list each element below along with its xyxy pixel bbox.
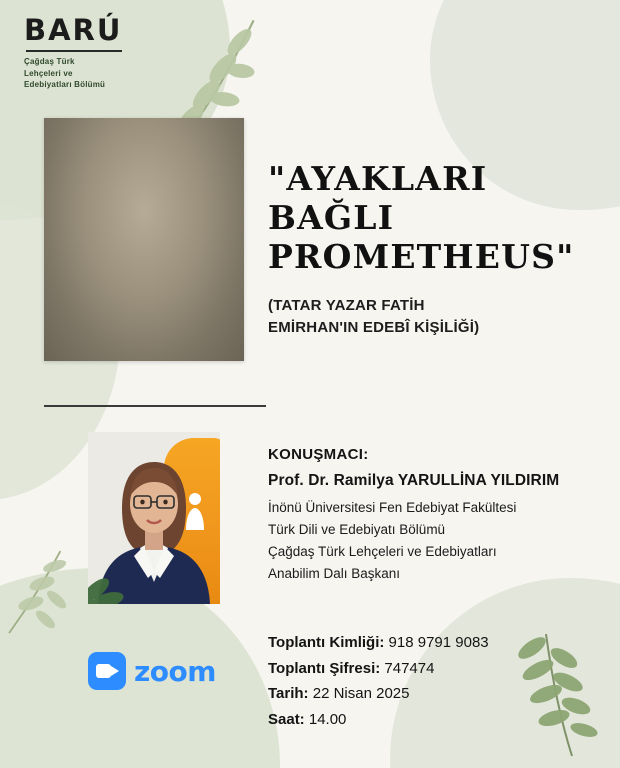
poster-title: [268, 160, 598, 277]
affiliation-line-3: Çağdaş Türk Lehçeleri ve Edebiyatları: [268, 543, 497, 559]
date-label: Tarih:: [268, 685, 309, 702]
title-line-2: BAĞLI: [268, 197, 395, 237]
time-value: 14.00: [308, 710, 347, 728]
meeting-id-label: Toplantı Kimliği:: [268, 634, 385, 651]
plant-decoration-icon: [88, 534, 148, 604]
zoom-logo: [88, 652, 216, 690]
presenter-photo: [88, 432, 220, 604]
logo-wordmark: BARÚ: [24, 13, 123, 47]
title-block: [268, 160, 598, 338]
affiliation-line-4: Anabilim Dalı Başkanı: [268, 565, 401, 581]
date-value: 22 Nisan 2025: [312, 685, 410, 702]
zoom-wordmark: zoom: [134, 654, 216, 688]
speaker-info: [268, 446, 598, 584]
title-line-1: "AYAKLARI: [268, 159, 488, 198]
speaker-affiliation: [268, 497, 598, 584]
meeting-id-row: [268, 630, 598, 656]
logo-sub-line-2: Lehçeleri ve: [24, 68, 73, 78]
logo-sub-line-1: Çağdaş Türk: [24, 57, 75, 66]
passcode-row: [268, 656, 598, 682]
speaker-name: Prof. Dr. Ramilya YARULLİNA YILDIRIM: [268, 472, 560, 489]
meeting-id-value: 918 9791 9083: [388, 634, 489, 651]
poster-subtitle: [268, 295, 598, 339]
logo-divider: [26, 50, 122, 52]
section-divider: [44, 405, 266, 407]
subtitle-line-2: EMİRHAN'IN EDEBÎ KİŞİLİĞİ): [268, 318, 480, 336]
time-row: [268, 707, 598, 733]
date-row: [268, 681, 598, 707]
time-label: Saat:: [268, 710, 305, 728]
affiliation-line-2: Türk Dili ve Edebiyatı Bölümü: [268, 521, 446, 537]
subtitle-line-1: (TATAR YAZAR FATİH: [268, 296, 425, 314]
logo-department-text: [24, 56, 154, 91]
brand-logo: [24, 13, 224, 91]
portrait-background: [44, 118, 244, 361]
passcode-label: Toplantı Şifresi:: [268, 659, 381, 677]
title-line-3: PROMETHEUS": [268, 236, 575, 276]
author-portrait-photo: [44, 118, 244, 361]
video-camera-icon: [88, 652, 126, 690]
meeting-details: [268, 630, 598, 732]
logo-sub-line-3: Edebiyatları Bölümü: [24, 80, 106, 90]
passcode-value: 747474: [384, 659, 435, 677]
speaker-label: KONUŞMACI:: [268, 446, 369, 463]
affiliation-line-1: İnönü Üniversitesi Fen Edebiyat Fakültesi: [268, 500, 517, 515]
